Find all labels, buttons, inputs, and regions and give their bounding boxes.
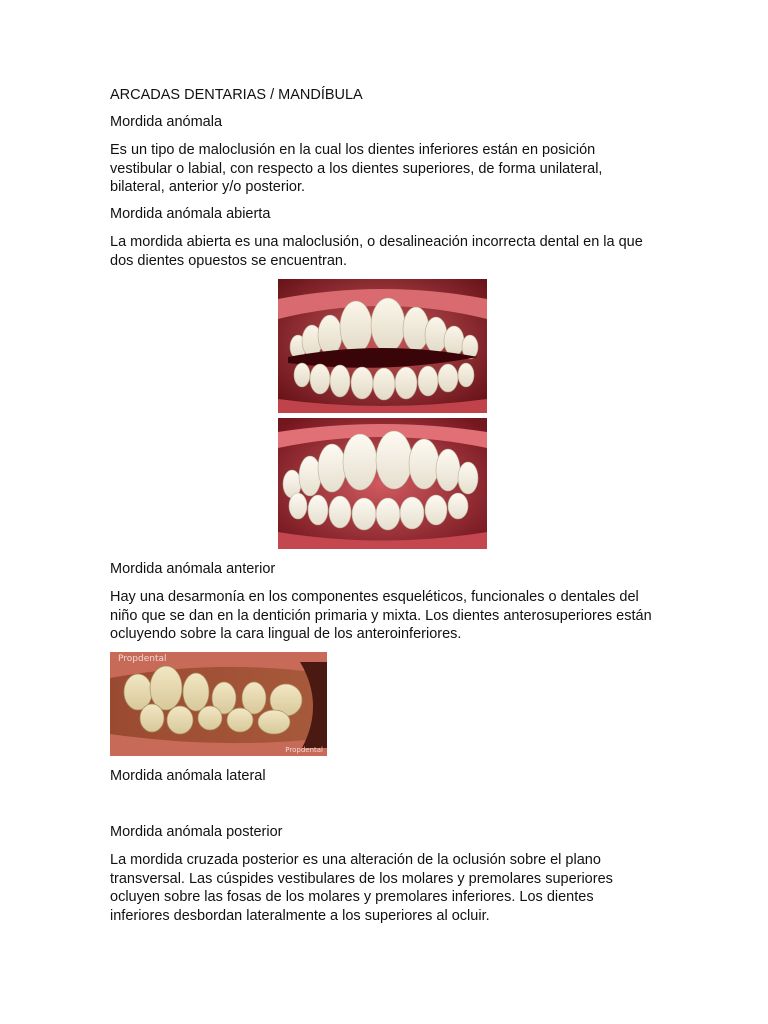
document-title: ARCADAS DENTARIAS / MANDÍBULA (110, 87, 363, 103)
section-heading-posterior: Mordida anómala posterior (110, 824, 283, 840)
section-heading-anomala: Mordida anómala (110, 114, 223, 130)
section-heading-lateral: Mordida anómala lateral (110, 768, 266, 784)
anterior-bite-side-photo (110, 652, 327, 756)
open-bite-teeth-photo (278, 279, 487, 413)
watermark-bottom: Propdental (285, 746, 323, 754)
section-text-anomala: Es un tipo de maloclusión en la cual los dientes inferiores están en posición vestibular o labial, con respecto a los dientes superiores, de forma unilateral, bilateral, anterior y/o posterior. (110, 142, 603, 195)
section-text-anterior: Hay una desarmonía en los componentes esqueléticos, funcionales o dentales del niño que se dan en la dentición primaria y mixta. Los dientes anterosuperiores están ocluyendo sobre la cara lingual de los anteroinferiores. (110, 589, 652, 642)
section-text-abierta: La mordida abierta es una maloclusión, o desalineación incorrecta dental en la que dos dientes opuestos se encuentran. (110, 234, 643, 269)
section-heading-anterior: Mordida anómala anterior (110, 561, 276, 577)
section-text-posterior: La mordida cruzada posterior es una alteración de la oclusión sobre el plano transversal. Las cúspides vestibulares de los molares y premolares superiores ocluyen sobre las fosas de los molares y premolares inferiores. Los dientes inferiores desbordan lateralmente a los superiores al ocluir. (110, 852, 613, 924)
section-heading-abierta: Mordida anómala abierta (110, 206, 271, 222)
closed-bite-teeth-photo (278, 418, 487, 549)
watermark-top: Propdental (118, 654, 167, 664)
